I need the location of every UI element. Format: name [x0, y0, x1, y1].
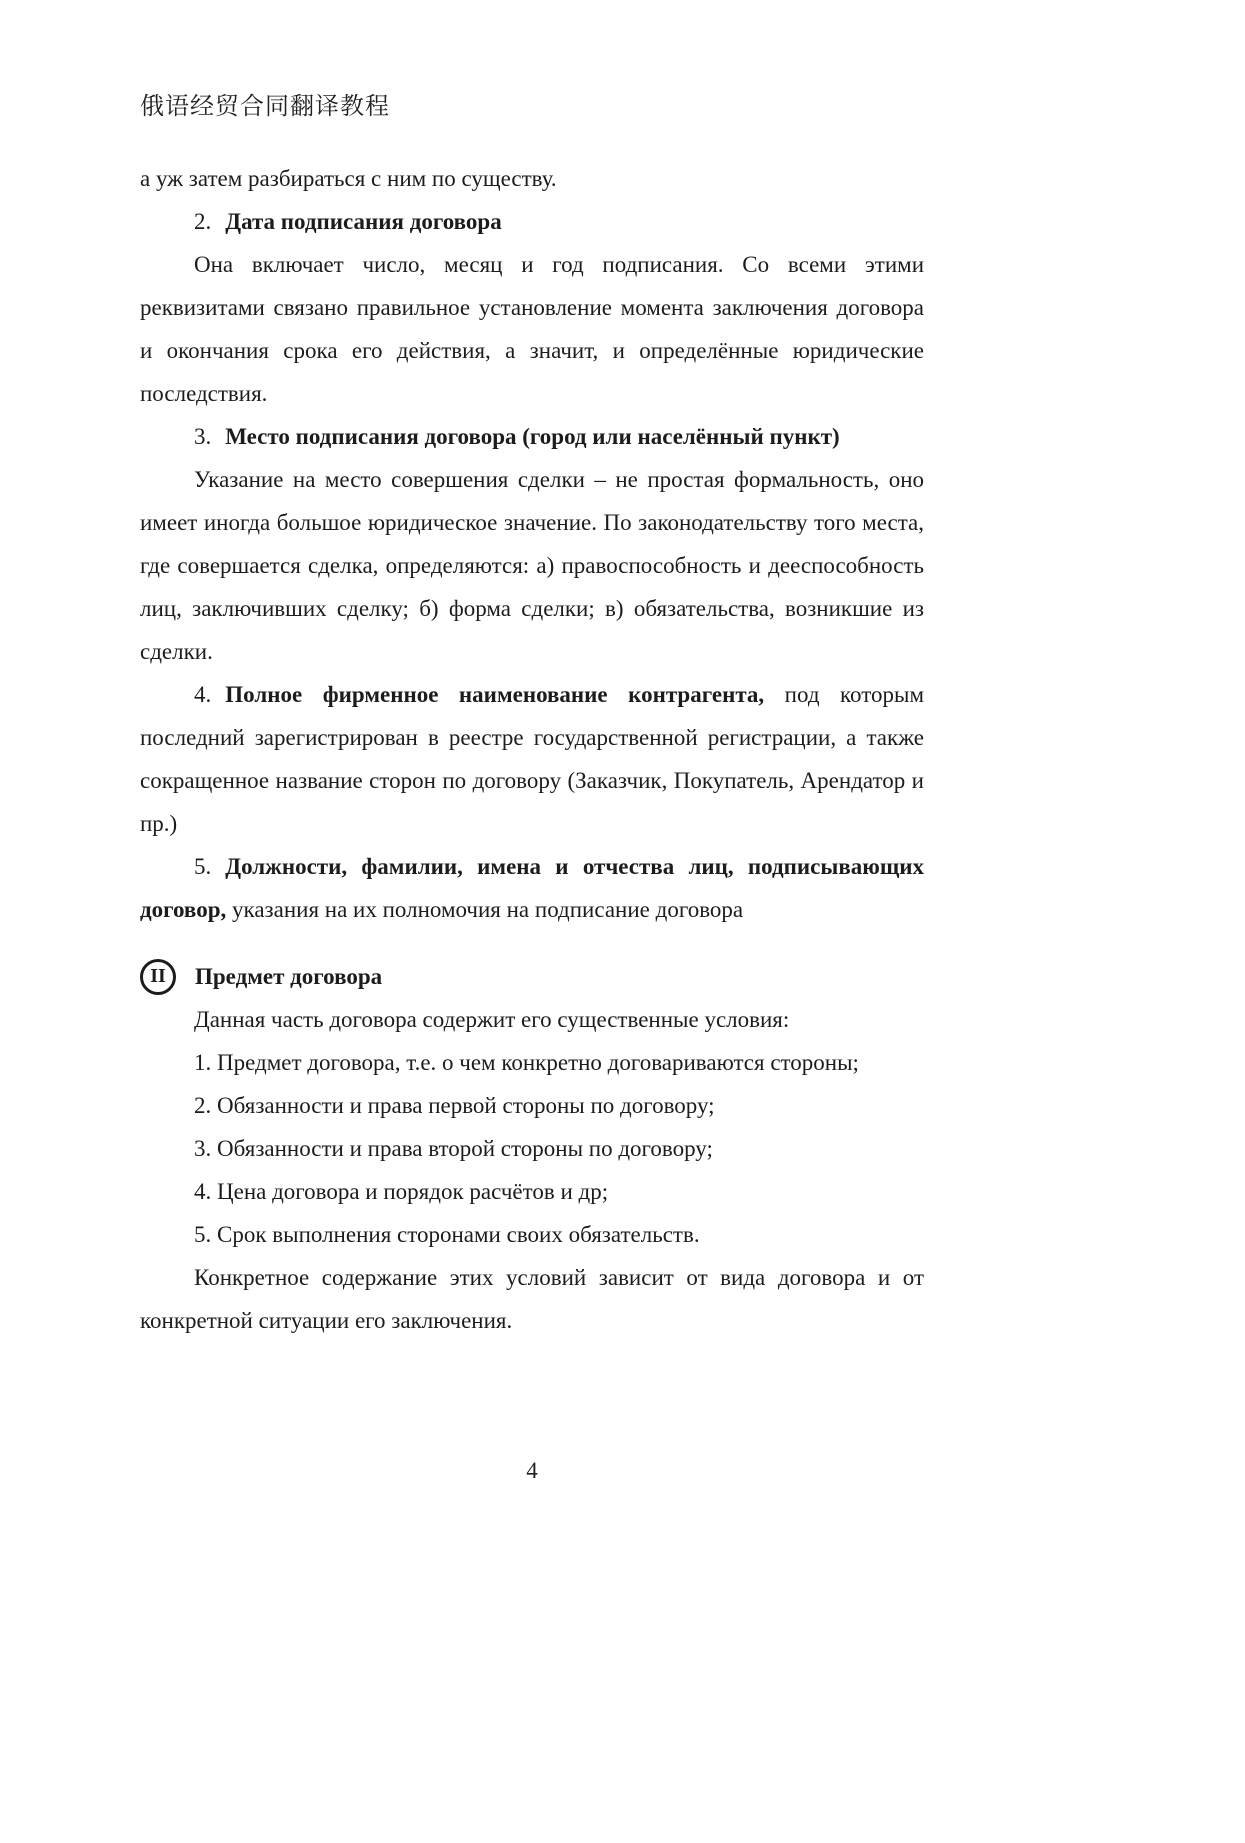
- section-marker-circle: [140, 959, 176, 995]
- list-item: 1. Предмет договора, т.е. о чем конкретно договариваются стороны;: [194, 1050, 859, 1075]
- item-lead: Должности, фамилии, имена и отчества лиц, подписывающих договор,: [140, 854, 924, 922]
- section-intro: Данная часть договора содержит его существенные условия:: [194, 1007, 790, 1032]
- paragraph-item-3: Указание на место совершения сделки – не простая формальность, оно имеет иногда большое юридическое значение. По законодательству того места, где совершается сделка, определяются: а) правоспособность и дееспособность лиц, заключивших сделку; б) форма сделки; в) обязательства, возникшие из сделки.: [140, 467, 924, 664]
- paragraph-item-5: [140, 845, 924, 931]
- item-number: 3.: [194, 424, 212, 449]
- list-item: 3. Обязанности и права второй стороны по договору;: [194, 1136, 713, 1161]
- list-item: 5. Срок выполнения сторонами своих обязательств.: [194, 1222, 700, 1247]
- item-number: 5.: [194, 854, 212, 879]
- paragraph-continuation: а уж затем разбираться с ним по существу.: [140, 166, 557, 191]
- list-item: 2. Обязанности и права первой стороны по договору;: [194, 1093, 715, 1118]
- item-title: Место подписания договора (город или населённый пункт): [225, 424, 840, 449]
- page-number: 4: [526, 1458, 538, 1483]
- list-item: 4. Цена договора и порядок расчётов и др;: [194, 1179, 609, 1204]
- item-heading-3: [140, 415, 924, 458]
- item-number: 2.: [194, 209, 212, 234]
- item-body: под которым последний зарегистрирован в реестре государственной регистрации, а также сокращенное название сторон по договору (Заказчик, Покупатель, Арендатор и пр.): [140, 682, 925, 836]
- item-number: 4.: [194, 682, 212, 707]
- item-body: указания на их полномочия на подписание договора: [226, 897, 744, 922]
- item-heading-2: [140, 200, 924, 243]
- item-lead: Полное фирменное наименование контрагента,: [225, 682, 765, 707]
- book-title: 俄语经贸合同翻译教程: [140, 94, 390, 120]
- text-column: [140, 86, 924, 1342]
- paragraph-item-4: [140, 673, 924, 845]
- paragraph-item-2: Она включает число, месяц и год подписания. Со всеми этими реквизитами связано правильное установление момента заключения договора и окончания срока его действия, а значит, и определённые юридические последствия.: [140, 252, 924, 406]
- page-body: [140, 157, 924, 1342]
- paragraph-closing: Конкретное содержание этих условий зависит от вида договора и от конкретной ситуации его заключения.: [140, 1265, 924, 1333]
- section-heading-2: [140, 955, 924, 998]
- section-title: Предмет договора: [195, 964, 383, 989]
- item-title: Дата подписания договора: [225, 209, 502, 234]
- section-roman-numeral: II: [150, 965, 166, 987]
